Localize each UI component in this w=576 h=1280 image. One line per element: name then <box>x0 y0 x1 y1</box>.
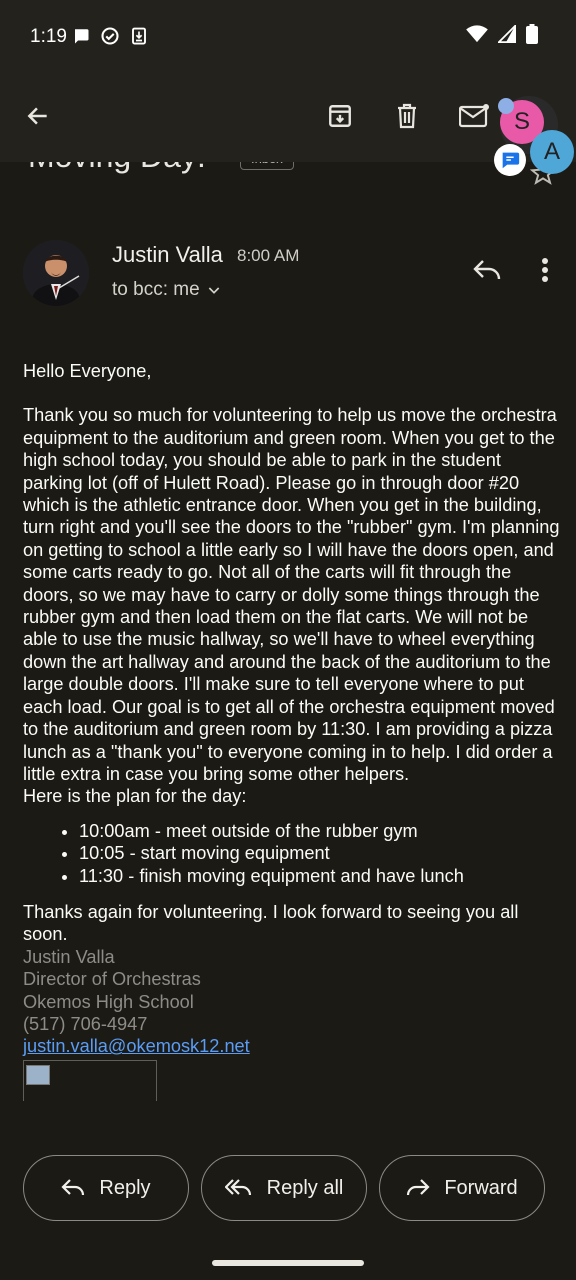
reply-button-label: Reply <box>99 1176 151 1199</box>
chat-head-a-initial: A <box>543 138 560 165</box>
chat-head-badge <box>498 98 514 114</box>
status-bar <box>0 0 576 76</box>
broken-image <box>23 1060 157 1101</box>
status-time: 1:19 <box>30 26 67 47</box>
sender-photo <box>23 240 89 306</box>
email-body <box>23 360 563 1101</box>
chat-head-a[interactable] <box>530 130 574 174</box>
recipient-details-toggle[interactable] <box>112 279 222 301</box>
back-button[interactable] <box>18 96 58 136</box>
sender-name[interactable]: Justin Valla <box>112 242 223 267</box>
trash-icon <box>395 103 419 129</box>
chat-bubble-icon <box>72 27 90 45</box>
check-circle-icon <box>100 26 120 46</box>
sender-avatar[interactable] <box>23 240 89 306</box>
battery-icon <box>526 24 538 44</box>
chevron-down-icon <box>206 282 222 298</box>
system-icons <box>466 24 538 44</box>
more-vert-icon <box>541 257 549 283</box>
sent-time: 8:00 AM <box>237 246 300 265</box>
signature-school: Okemos High School <box>23 991 194 1012</box>
signature-email-link[interactable]: justin.valla@okemosk12.net <box>23 1036 250 1057</box>
signature-phone[interactable]: (517) 706-4947 <box>23 1013 148 1034</box>
list-item: • 10:00am - meet outside of the rubber gym <box>79 820 563 842</box>
archive-button[interactable] <box>320 96 360 136</box>
delete-button[interactable] <box>387 96 427 136</box>
chat-head-s-initial: S <box>513 108 530 135</box>
plan-intro: Here is the plan for the day: <box>23 786 247 807</box>
messages-app-badge <box>494 144 526 176</box>
recipient-text: to bcc: me <box>112 279 200 300</box>
email-closing: Thanks again for volunteering. I look forward to seeing you all soon. <box>23 901 519 945</box>
email-paragraph: Thank you so much for volunteering to help us move the orchestra equipment to the auditorium and green room. When you get to the high school today, you should be able to park in the student parking lot (off of Hulett Road). Please go in through door #20 which is the athletic entrance door. When you get in the building, turn right and you'll see the doors to the "rubber" gym. I'm planning on getting to school a little early so I will have the doors open, and some carts ready to go. Not all of the carts will fit through the doors, so we may have to carry or dolly some things through the rubber gym and then load them on the flat carts. We will not be able to use the music hallway, so we'll have to wheel everything down the art hallway and around the back of the auditorium to the large double doors. I'll make sure to tell everyone where to put each load. Our goal is to get all of the orchestra equipment moved to the auditorium and green room by 11:30. I am providing a pizza lunch as a "thank you" to everyone coming in to help. I did order a little extra in case you bring some other helpers. <box>23 405 560 784</box>
mark-unread-button[interactable] <box>454 96 494 136</box>
more-options-button[interactable] <box>533 254 557 286</box>
quick-reply-button[interactable] <box>471 254 503 286</box>
forward-button[interactable] <box>379 1155 545 1221</box>
signature-name: Justin Valla <box>23 946 115 967</box>
reply-icon <box>61 1178 85 1198</box>
email-actions <box>23 1155 553 1221</box>
list-item: • 10:05 - start moving equipment <box>79 842 563 864</box>
list-item: • 11:30 - finish moving equipment and have lunch <box>79 865 563 887</box>
wifi-icon <box>466 25 488 43</box>
arrow-back-icon <box>25 103 51 129</box>
reply-all-icon <box>225 1178 253 1198</box>
reply-all-button[interactable] <box>201 1155 367 1221</box>
archive-icon <box>327 103 353 129</box>
download-icon <box>130 26 148 46</box>
forward-icon <box>406 1178 430 1198</box>
chat-heads[interactable] <box>490 96 576 186</box>
gesture-nav-handle[interactable] <box>212 1260 364 1266</box>
forward-button-label: Forward <box>444 1176 518 1199</box>
reply-icon <box>473 259 501 281</box>
notification-icons <box>72 26 148 46</box>
plan-list <box>23 820 563 887</box>
reply-button[interactable] <box>23 1155 189 1221</box>
broken-image-icon <box>26 1065 50 1085</box>
signature-title: Director of Orchestras <box>23 969 201 990</box>
messages-icon <box>499 149 521 171</box>
signal-icon <box>498 25 516 43</box>
mail-icon <box>459 104 489 128</box>
email-greeting: Hello Everyone, <box>23 361 152 381</box>
reply-all-button-label: Reply all <box>266 1176 344 1199</box>
